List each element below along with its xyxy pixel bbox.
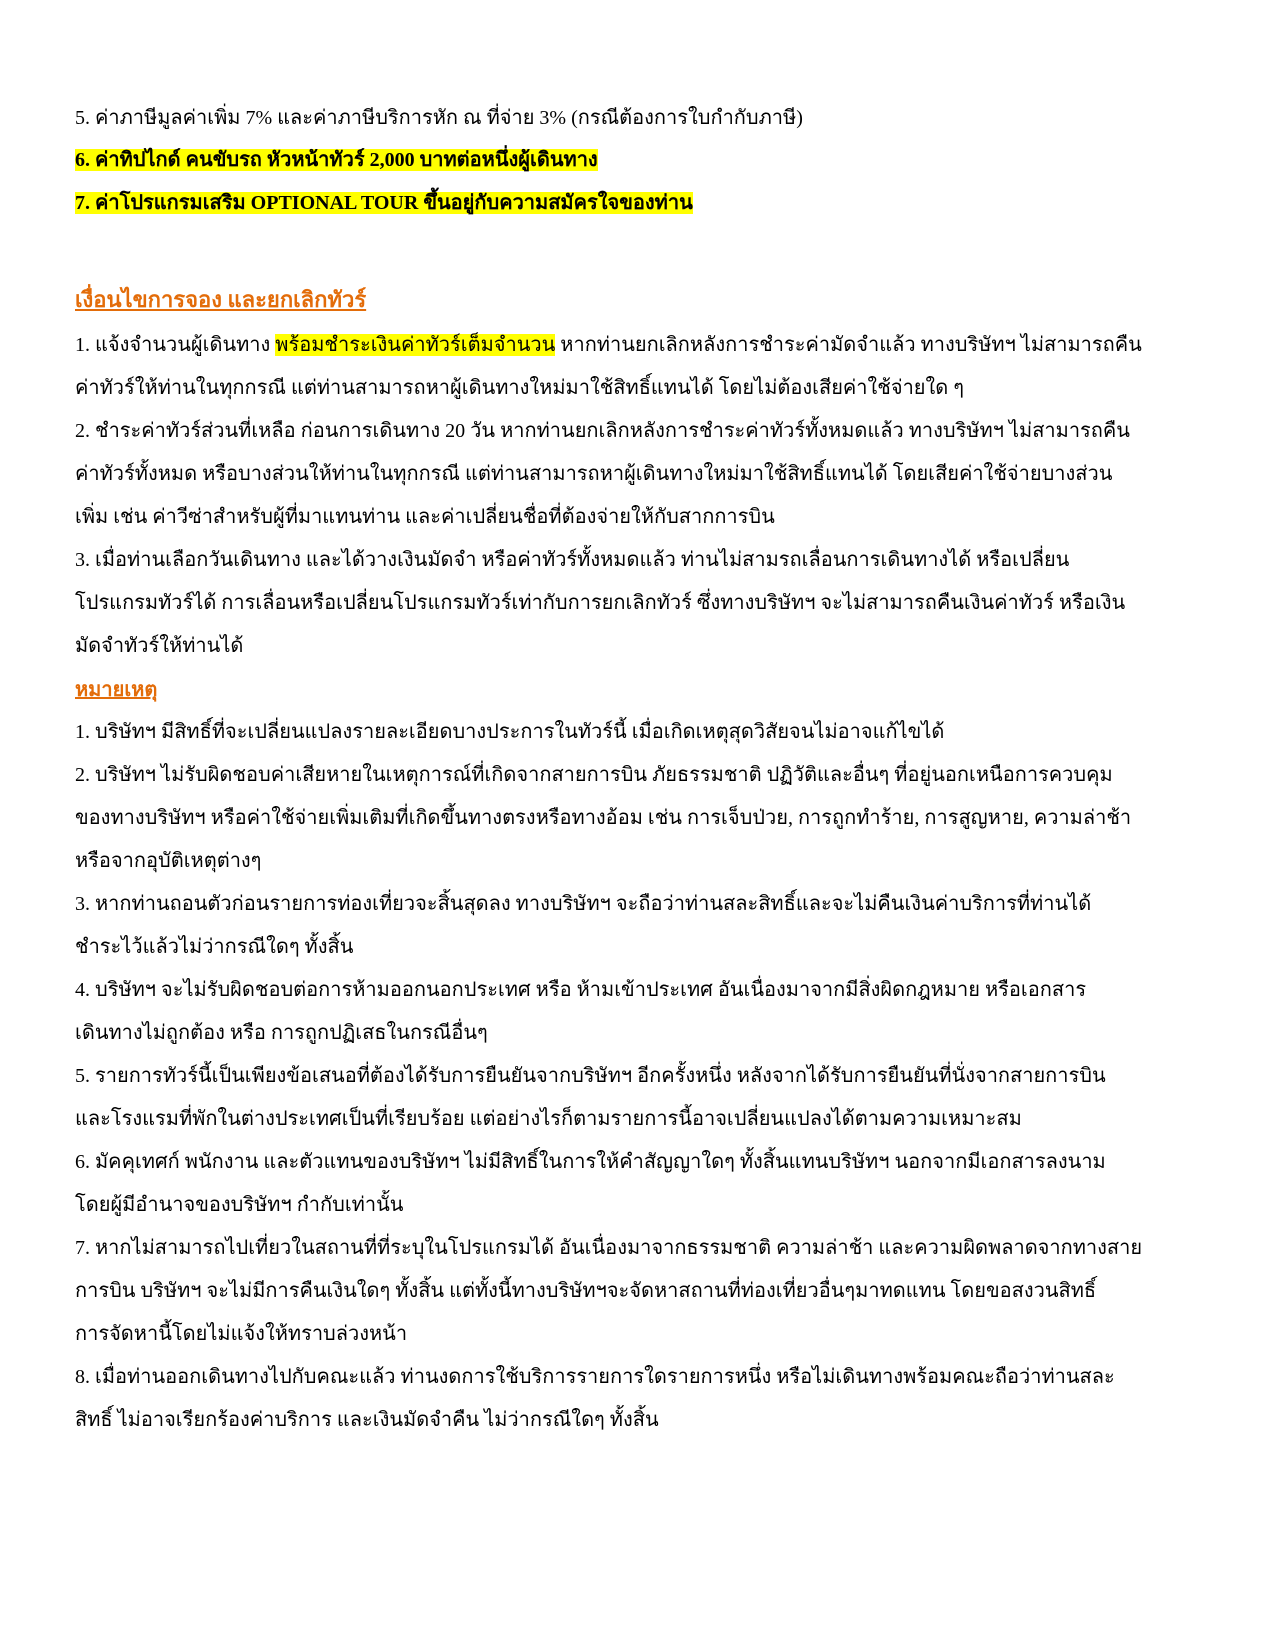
remark-7-line-3: การจัดหานี้โดยไม่แจ้งให้ทราบล่วงหน้า <box>75 1323 408 1345</box>
remark-8-line-1: 8. เมื่อท่านออกเดินทางไปกับคณะแล้ว ท่านงดการใช้บริการรายการใดรายการหนึ่ง หรือไม่เดินทางพร้อมคณะถือว่าท่านสละ <box>75 1366 1115 1388</box>
remark-5-line-2: และโรงแรมที่พักในต่างประเทศเป็นที่เรียบร้อย แต่อย่างไรก็ตามรายการนี้อาจเปลี่ยนแปลงได้ตามความเหมาะสม <box>75 1108 1022 1130</box>
highlight-full-payment: พร้อมชำระเงินค่าทัวร์เต็มจำนวน <box>275 334 556 356</box>
booking-condition-3-line-3: มัดจำทัวร์ให้ท่านได้ <box>75 635 244 657</box>
booking-condition-2-line-3: เพิ่ม เช่น ค่าวีซ่าสำหรับผู้ที่มาแทนท่าน และค่าเปลี่ยนชื่อที่ต้องจ่ายให้กับสากการบิน <box>75 506 775 528</box>
booking-condition-3-line-2: โปรแกรมทัวร์ได้ การเลื่อนหรือเปลี่ยนโปรแกรมทัวร์เท่ากับการยกเลิกทัวร์ ซึ่งทางบริษัทฯ จะไม่สามารถคืนเงินค่าทัวร์ หรือเงิน <box>75 592 1126 614</box>
remark-6-line-1: 6. มัคคุเทศก์ พนักงาน และตัวแทนของบริษัทฯ ไม่มีสิทธิ์ในการให้คำสัญญาใดๆ ทั้งสิ้นแทนบริษัทฯ นอกจากมีเอกสารลงนาม <box>75 1151 1106 1173</box>
remark-1: 1. บริษัทฯ มีสิทธิ์ที่จะเปลี่ยนแปลงรายละเอียดบางประการในทัวร์นี้ เมื่อเกิดเหตุสุดวิสัยจนไม่อาจแก้ไขได้ <box>75 721 945 743</box>
booking-condition-1-prefix: 1. แจ้งจำนวนผู้เดินทาง <box>75 334 276 356</box>
excluded-item-6 <box>75 140 598 180</box>
highlight-tip-fee: 6. ค่าทิปไกด์ คนขับรถ หัวหน้าทัวร์ 2,000 บาทต่อหนึ่งผู้เดินทาง <box>75 149 598 171</box>
booking-condition-1-suffix: หากท่านยกเลิกหลังการชำระค่ามัดจำแล้ว ทางบริษัทฯ ไม่สามารถคืน <box>555 334 1142 356</box>
booking-conditions-heading: เงื่อนไขการจอง และยกเลิกทัวร์ <box>75 287 367 312</box>
remark-7-line-1: 7. หากไม่สามารถไปเที่ยวในสถานที่ที่ระบุในโปรแกรมได้ อันเนื่องมาจากธรรมชาติ ความล่าช้า และความผิดพลาดจากทางสาย <box>75 1237 1143 1259</box>
remark-5-line-1: 5. รายการทัวร์นี้เป็นเพียงข้อเสนอที่ต้องได้รับการยืนยันจากบริษัทฯ อีกครั้งหนึ่ง หลังจากได้รับการยืนยันที่นั่งจากสายการบิน <box>75 1065 1106 1087</box>
remark-4-line-1: 4. บริษัทฯ จะไม่รับผิดชอบต่อการห้ามออกนอกประเทศ หรือ ห้ามเข้าประเทศ อันเนื่องมาจากมีสิ่งผิดกฎหมาย หรือเอกสาร <box>75 979 1087 1001</box>
remark-4-line-2: เดินทางไม่ถูกต้อง หรือ การถูกปฏิเสธในกรณีอื่นๆ <box>75 1022 488 1044</box>
booking-condition-1-line-1 <box>75 325 1142 365</box>
remark-3-line-1: 3. หากท่านถอนตัวก่อนรายการท่องเที่ยวจะสิ้นสุดลง ทางบริษัทฯ จะถือว่าท่านสละสิทธิ์และจะไม่คืนเงินค่าบริการที่ท่านได้ <box>75 893 1092 915</box>
remark-2-line-2: ของทางบริษัทฯ หรือค่าใช้จ่ายเพิ่มเติมที่เกิดขึ้นทางตรงหรือทางอ้อม เช่น การเจ็บป่วย, การถูกทำร้าย, การสูญหาย, ความล่าช้า <box>75 807 1132 829</box>
remark-2-line-1: 2. บริษัทฯ ไม่รับผิดชอบค่าเสียหายในเหตุการณ์ที่เกิดจากสายการบิน ภัยธรรมชาติ ปฏิวัติและอื่นๆ ที่อยู่นอกเหนือการควบคุม <box>75 764 1113 786</box>
remark-3-line-2: ชำระไว้แล้วไม่ว่ากรณีใดๆ ทั้งสิ้น <box>75 936 354 958</box>
remark-2-line-3: หรือจากอุบัติเหตุต่างๆ <box>75 850 262 872</box>
excluded-item-5: 5. ค่าภาษีมูลค่าเพิ่ม 7% และค่าภาษีบริการหัก ณ ที่จ่าย 3% (กรณีต้องการใบกำกับภาษี) <box>75 107 803 129</box>
remark-6-line-2: โดยผู้มีอำนาจของบริษัทฯ กำกับเท่านั้น <box>75 1194 404 1216</box>
booking-condition-2-line-2: ค่าทัวร์ทั้งหมด หรือบางส่วนให้ท่านในทุกกรณี แต่ท่านสามารถหาผู้เดินทางใหม่มาใช้สิทธิ์แทนได้ โดยเสียค่าใช้จ่ายบางส่วน <box>75 463 1113 485</box>
booking-condition-2-line-1: 2. ชำระค่าทัวร์ส่วนที่เหลือ ก่อนการเดินทาง 20 วัน หากท่านยกเลิกหลังการชำระค่าทัวร์ทั้งหมดแล้ว ทางบริษัทฯ ไม่สามารถคืน <box>75 420 1130 442</box>
remark-8-line-2: สิทธิ์ ไม่อาจเรียกร้องค่าบริการ และเงินมัดจำคืน ไม่ว่ากรณีใดๆ ทั้งสิ้น <box>75 1409 659 1431</box>
booking-condition-3-line-1: 3. เมื่อท่านเลือกวันเดินทาง และได้วางเงินมัดจำ หรือค่าทัวร์ทั้งหมดแล้ว ท่านไม่สามรถเลื่อนการเดินทางได้ หรือเปลี่ยน <box>75 549 1070 571</box>
remarks-heading: หมายเหตุ <box>75 679 158 701</box>
excluded-item-7 <box>75 183 693 223</box>
booking-condition-1-line-2: ค่าทัวร์ให้ท่านในทุกกรณี แต่ท่านสามารถหาผู้เดินทางใหม่มาใช้สิทธิ์แทนได้ โดยไม่ต้องเสียค่าใช้จ่ายใด ๆ <box>75 377 965 399</box>
remark-7-line-2: การบิน บริษัทฯ จะไม่มีการคืนเงินใดๆ ทั้งสิ้น แต่ทั้งนี้ทางบริษัทฯจะจัดหาสถานที่ท่องเที่ยวอื่นๆมาทดแทน โดยขอสงวนสิทธิ์ <box>75 1280 1097 1302</box>
highlight-optional-tour: 7. ค่าโปรแกรมเสริม OPTIONAL TOUR ขึ้นอยู่กับความสมัครใจของท่าน <box>75 192 693 214</box>
